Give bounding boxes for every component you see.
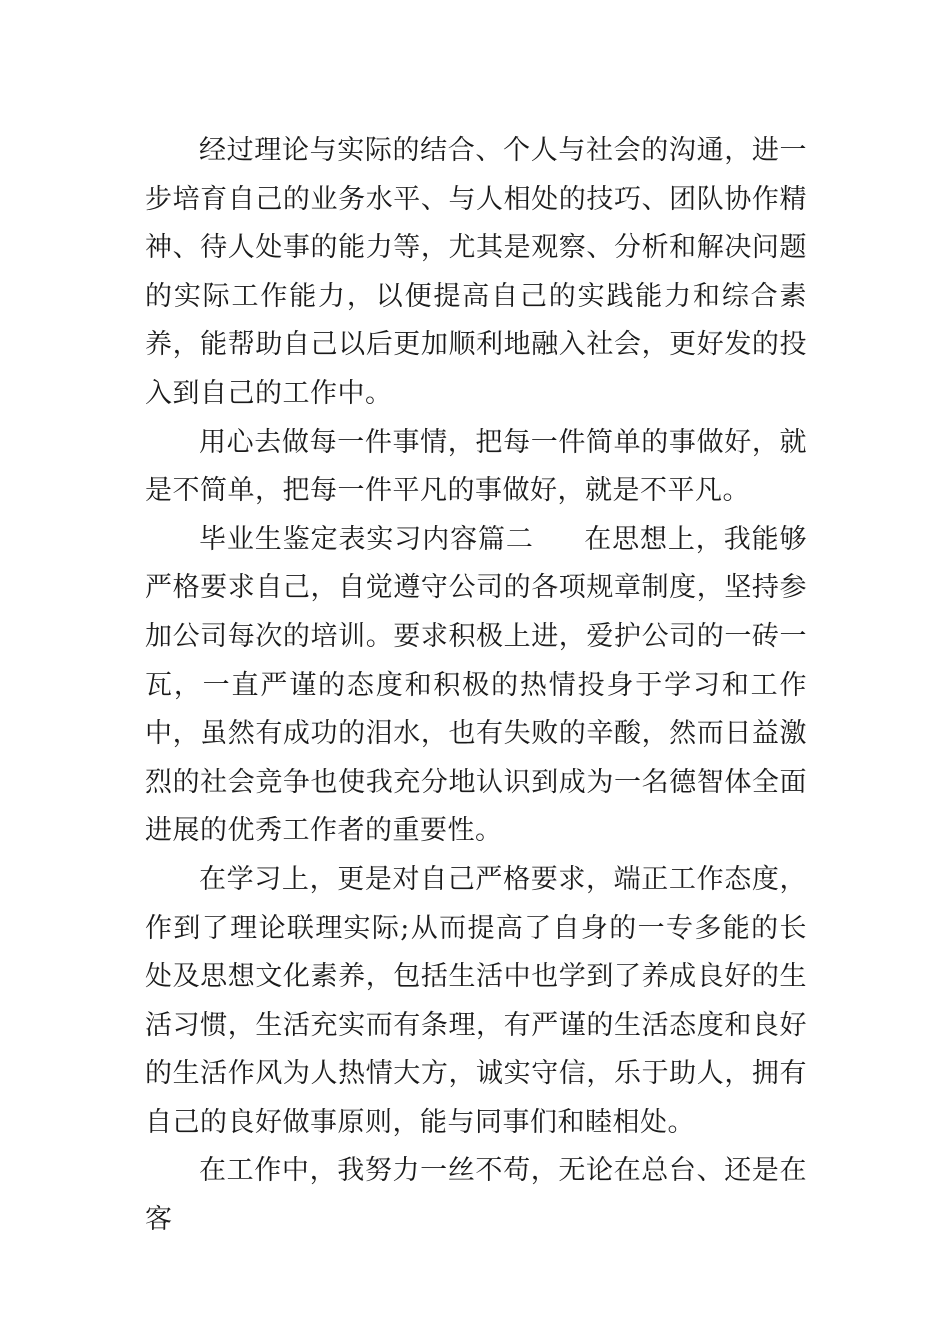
paragraph-3 bbox=[145, 516, 807, 856]
paragraph-5: 在工作中，我努力一丝不苟，无论在总台、还是在客 bbox=[145, 1155, 807, 1236]
section-text: 在思想上，我能够严格要求自己，自觉遵守公司的各项规章制度，坚持参加公司每次的培训。要求积极上进，爱护公司的一砖一瓦，一直严谨的态度和积极的热情投身于学习和工作中，虽然有成功的泪水，也有失败的辛酸，然而日益激烈的社会竞争也使我充分地认识到成为一名德智体全面进展的优秀工作者的重要性。 bbox=[145, 523, 808, 847]
paragraph-4: 在学习上，更是对自己严格要求，端正工作态度，作到了理论联理实际;从而提高了自身的一专多能的长处及思想文化素养，包括生活中也学到了养成良好的生活习惯，生活充实而有条理，有严谨的生活态度和良好的生活作风为人热情大方，诚实守信，乐于助人，拥有自己的良好做事原则，能与同事们和睦相处。 bbox=[145, 863, 807, 1138]
document-body bbox=[145, 127, 807, 1245]
paragraph-1: 经过理论与实际的结合、个人与社会的沟通，进一步培育自己的业务水平、与人相处的技巧、团队协作精神、待人处事的能力等，尤其是观察、分析和解决问题的实际工作能力，以便提高自己的实践能力和综合素养，能帮助自己以后更加顺利地融入社会，更好发的投入到自己的工作中。 bbox=[145, 135, 807, 409]
paragraph-2: 用心去做每一件事情，把每一件简单的事做好，就是不简单，把每一件平凡的事做好，就是不平凡。 bbox=[145, 426, 807, 507]
section-heading: 毕业生鉴定表实习内容篇二 bbox=[199, 523, 534, 555]
